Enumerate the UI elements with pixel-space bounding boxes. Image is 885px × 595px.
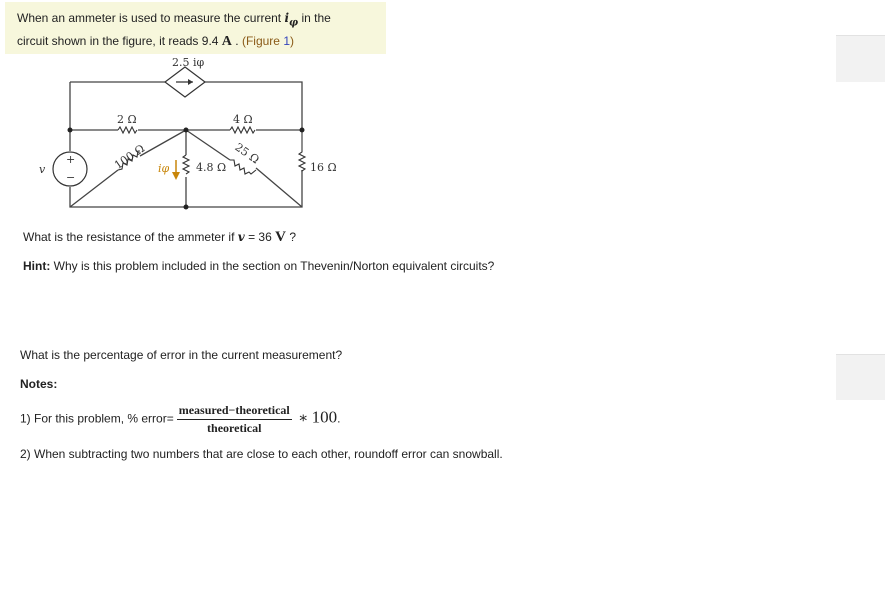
hint-label: Hint: [23,259,51,273]
node-left [68,128,73,133]
q1-question-mark: ? [289,230,297,244]
current-label: iφ [158,162,170,175]
notes-label: Notes: [20,377,58,391]
current-arrow [172,160,180,180]
error-fraction [177,403,292,436]
figure-link[interactable]: (Figure 1) [241,34,294,49]
label-2-ohm: 2 Ω [117,113,137,126]
source-label: 2.5 iφ [172,56,205,69]
times-sign: ∗ [298,408,309,427]
answer-panel-2[interactable] [836,354,885,400]
current-variable: $i_\varphi$ [284,11,299,29]
intro-line-2 [17,32,331,51]
question-2: What is the percentage of error in the current measurement? [20,348,343,362]
node-bottom [184,205,189,210]
resistor-16-ohm [299,130,305,171]
circuit-figure [0,50,360,220]
label-4-8-ohm: 4.8 Ω [196,161,227,174]
intro-text-start: When an ammeter is used to measure the current [17,11,282,25]
hint [23,259,494,273]
dependent-current-source [165,67,205,97]
q1-variable: v [237,230,245,244]
source-plus-sign: + [66,153,76,166]
fraction-denominator: theoretical [207,421,262,435]
label-25-ohm: 25 Ω [232,140,262,167]
voltage-source [53,152,87,186]
intro-line-1 [17,9,331,32]
intro-period: . [235,34,239,49]
problem-intro-text [17,9,331,51]
note-2: 2) When subtracting two numbers that are close to each other, roundoff error can snowball. [20,447,503,461]
resistor-2-ohm [118,127,137,133]
q1-value: = 36 [248,230,272,244]
source-minus-sign: − [66,171,76,184]
intro-text-line2: circuit shown in the figure, it reads [17,34,199,49]
hint-text: Why is this problem included in the section on Thevenin/Norton equivalent circuits? [53,259,495,273]
label-4-ohm: 4 Ω [233,113,253,126]
note-1 [20,403,341,436]
note-1-period: . [337,411,341,426]
ammeter-reading-value: 9.4 [201,34,219,49]
problem-intro-box [5,2,386,54]
q1-unit: V [275,229,286,245]
voltage-label: v [39,163,46,176]
resistor-4-ohm [230,127,255,133]
label-16-ohm: 16 Ω [310,161,337,174]
resistor-4-8-ohm [183,155,189,174]
answer-panel-1[interactable] [836,35,885,82]
multiplier-100: 100 [311,407,338,427]
label-100-ohm: 100 Ω [112,141,148,172]
q1-text: What is the resistance of the ammeter if [23,230,235,244]
question-1 [23,229,296,246]
ammeter-reading-unit: A [221,34,232,50]
intro-text-cont: in the [301,11,331,25]
node-right [300,128,305,133]
node-center [184,128,189,133]
fraction-numerator: measured−theoretical [177,403,292,420]
note-1-text: 1) For this problem, % error= [20,411,174,426]
